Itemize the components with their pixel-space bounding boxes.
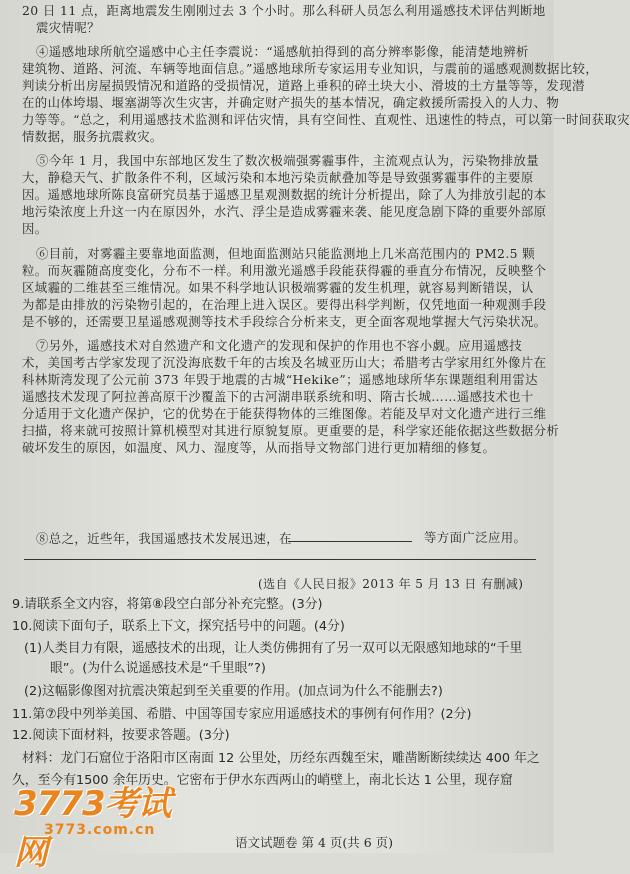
- passage-line: ⑥目前，对雾霾主要靠地面监测，但地面监测站只能监测地上几米高范围内的 PM2.5 颗: [36, 246, 536, 261]
- question-line: 9.请联系全文内容，将第⑧段空白部分补充完整。(3分): [12, 597, 323, 612]
- question-line: (1)人类目力有限，遥感技术的出现，让人类仿佛拥有了另一双可以无限感知地球的“千里: [24, 641, 523, 656]
- passage-line: 科林斯湾发现了公元前 373 年毁于地震的古城“Hekike”；遥感地球所华东课题组利用雷达: [22, 372, 538, 387]
- passage-line: ④遥感地球所航空遥感中心主任李震说：“遥感航拍得到的高分辨率影像，能清楚地辨析: [36, 44, 529, 59]
- watermark-url: 3773.com.cn: [44, 822, 156, 838]
- passage-line: 地污染浓度上升这一内在原因外，水汽、浮尘是造成雾霾来袭、能见度急剧下降的重要外部原: [22, 204, 547, 219]
- passage-line: 是不够的，还需要卫星遥感观测等技术手段综合分析来支，更全面客观地掌握大气污染状况。: [22, 314, 547, 329]
- passage-line: 因。: [22, 221, 48, 236]
- passage-line: 破坏发生的原因，如温度、风力、湿度等，从而指导文物部门进行更加精细的修复。: [22, 440, 496, 455]
- passage-line: 在的山体垮塌、堰塞湖等次生灾害，并确定财产损失的基本情况，确定救援所需投入的人力、物: [22, 95, 560, 110]
- passage-line: ⑦另外，遥感技术对自然遗产和文化遗产的发现和保护的作用也不容小觑。应用遥感技: [36, 338, 523, 353]
- passage-line: 粒。而灰霾随高度变化，分布不一样。利用激光遥感手段能获得霾的垂直分布情况，反映整个: [22, 263, 547, 278]
- passage-line: ⑤今年 1 月，我国中东部地区发生了数次极端强雾霾事件，主流观点认为，污染物排放量: [36, 153, 540, 168]
- passage-line: 扫描，将来就可按照计算机模型对其进行原貌复原。更重要的是，科学家还能依据这些数据分析: [22, 423, 560, 438]
- question-line: 12.阅读下面材料，按要求答题。(3分): [12, 728, 230, 743]
- passage-line: 力等等。“总之，利用遥感技术监测和评估灾情，具有空间性、直观性、迅速性的特点，可以第一时间获取灾: [22, 112, 630, 127]
- passage-line: 为都是由排放的污染物引起的，在治理上进入误区。要得出科学判断，仅凭地面一种观测手段: [22, 297, 547, 312]
- question-line: 久，至今有1500 余年历史。它密布于伊水东西两山的峭壁上，南北长达 1 公里，现存窟: [12, 773, 513, 788]
- fill-blank-line-2: [24, 559, 536, 560]
- question-line: 眼”。(为什么说遥感技术是“千里眼”?): [50, 661, 266, 676]
- source-citation: (选自《人民日报》2013 年 5 月 13 日 有删减): [258, 577, 524, 591]
- passage-line: ⑧总之，近些年，我国遥感技术发展迅速，在: [36, 531, 292, 546]
- passage-line: 判读分析出房屋损毁情况和道路的受损情况，道路上垂积的碎土块大小、滑坡的土方量等等，发现潜: [22, 78, 585, 93]
- passage-line: 建筑物、道路、河流、车辆等地面信息。”遥感地球所专家运用专业知识，与震前的遥感观测数据比较，: [22, 61, 599, 76]
- passage-line: 情数据，服务抗震救灾。: [22, 129, 163, 144]
- page-footer: 语文试题卷 第 4 页(共 6 页): [235, 835, 394, 850]
- passage-line: 分适用于文化遗产保护，它的优势在于能获得物体的三维图像。若能及早对文化遗产进行三维: [22, 406, 547, 421]
- fill-blank-line: [288, 541, 412, 542]
- question-line: 材料：龙门石窟位于洛阳市区南面 12 公里处，历经东西魏至宋，雕凿断断续续达 400 年之: [22, 751, 540, 766]
- passage-line: 20 日 11 点，距离地震发生刚刚过去 3 个小时。那么科研人员怎么利用遥感技术评估判断地: [22, 3, 546, 18]
- passage-line: 术，美国考古学家发现了沉没海底数千年的古埃及名城亚历山大；希腊考古学家用红外像片在: [22, 355, 547, 370]
- fill-blank-tail: 等方面广泛应用。: [424, 530, 527, 545]
- question-line: 10.阅读下面句子，联系上下文，探究括号中的问题。(4分): [12, 619, 345, 634]
- watermark-main: 3773考试网: [14, 784, 171, 873]
- question-line: (2)这幅影像图对抗震决策起到至关重要的作用。(加点词为什么不能删去?): [24, 684, 443, 699]
- question-line: 11.第⑦段中列举美国、希腊、中国等国专家应用遥感技术的事例有何作用？(2分): [12, 707, 472, 722]
- watermark-logo: [14, 776, 184, 873]
- passage-line: 震灾情呢？: [36, 20, 100, 35]
- passage-line: 区域霾的二维甚至三维情况。如果不科学地认识极端雾霾的发生机理，就容易判断错误，认: [22, 280, 534, 295]
- passage-line: 大，静稳天气、扩散条件不利，区域污染和本地污染贡献叠加等是导致强雾霾事件的主要原: [22, 170, 534, 185]
- passage-line: 遥感技术发现了阿拉善高原干沙覆盖下的古河湖串联系统和明、隋古长城……遥感技术也十: [22, 389, 534, 404]
- passage-line: 因。遥感地球所陈良富研究员基于遥感卫星观测数据的统计分析提出，除了人为排放引起的本: [22, 187, 547, 202]
